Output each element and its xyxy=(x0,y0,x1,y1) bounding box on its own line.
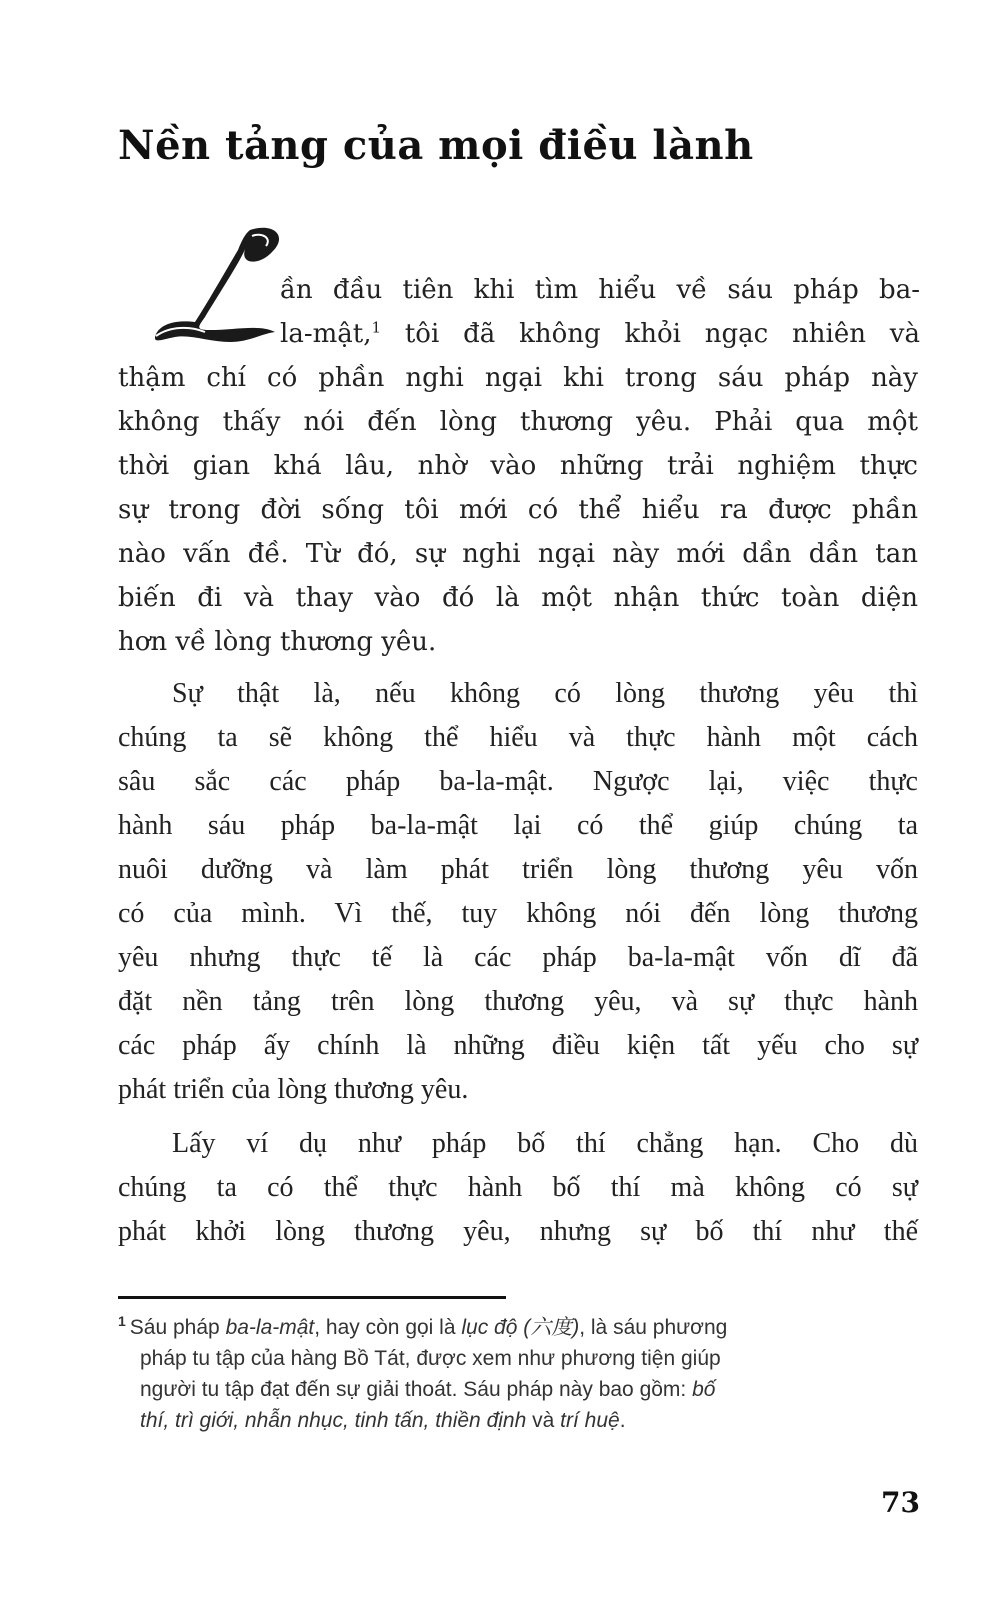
dropcap-letter-l xyxy=(150,222,290,352)
paragraph-3-line: chúng ta có thể thực hành bố thí mà không có sự xyxy=(118,1172,918,1203)
paragraph-1-line: ần đầu tiên khi tìm hiểu về sáu pháp ba- xyxy=(280,275,920,305)
chapter-title: Nền tảng của mọi điều lành xyxy=(118,122,754,169)
paragraph-2-line: Sự thật là, nếu không có lòng thương yêu thì xyxy=(172,678,918,709)
paragraph-2-line: có của mình. Vì thế, tuy không nói đến lòng thương xyxy=(118,898,918,929)
paragraph-2 xyxy=(118,672,918,1112)
footnote-divider xyxy=(118,1296,506,1299)
paragraph-2-line: chúng ta sẽ không thể hiểu và thực hành một cách xyxy=(118,722,918,753)
paragraph-1-line: biến đi và thay vào đó là một nhận thức toàn diện xyxy=(118,583,918,613)
paragraph-1-opening xyxy=(280,268,920,356)
paragraph-3-line: Lấy ví dụ như pháp bố thí chẳng hạn. Cho dù xyxy=(172,1128,918,1159)
paragraph-1-line: sự trong đời sống tôi mới có thể hiểu ra được phần xyxy=(118,495,918,525)
paragraph-3-line: phát khởi lòng thương yêu, nhưng sự bố thí như thế xyxy=(118,1216,918,1247)
paragraph-1-body xyxy=(118,356,918,664)
paragraph-1-line: thậm chí có phần nghi ngại khi trong sáu pháp này xyxy=(118,363,918,393)
page-number: 73 xyxy=(881,1486,920,1519)
paragraph-3 xyxy=(118,1122,918,1254)
paragraph-1-line: không thấy nói đến lòng thương yêu. Phải qua một xyxy=(118,407,918,437)
paragraph-2-line: sâu sắc các pháp ba-la-mật. Ngược lại, việc thực xyxy=(118,766,918,797)
footnote-reference[interactable]: 1 xyxy=(371,318,382,337)
footnote-marker: 1 xyxy=(118,1313,126,1329)
paragraph-1-line: la-mật,$^1$ tôi đã không khỏi ngạc nhiên và xyxy=(280,318,920,349)
paragraph-2-line: các pháp ấy chính là những điều kiện tất yếu cho sự xyxy=(118,1030,918,1061)
paragraph-1-line: nào vấn đề. Từ đó, sự nghi ngại này mới dần dần tan xyxy=(118,539,918,569)
paragraph-1-line: thời gian khá lâu, nhờ vào những trải nghiệm thực xyxy=(118,451,918,481)
footnote-line: pháp tu tập của hàng Bồ Tát, được xem như phương tiện giúp xyxy=(140,1347,721,1370)
footnote-line: người tu tập đạt đến sự giải thoát. Sáu pháp này bao gồm: bố xyxy=(140,1378,716,1401)
footnote-line: thí, trì giới, nhẫn nhục, tinh tấn, thiền định và trí huệ. xyxy=(140,1409,626,1432)
paragraph-2-line: hành sáu pháp ba-la-mật lại có thể giúp chúng ta xyxy=(118,810,918,841)
paragraph-2-line: nuôi dưỡng và làm phát triển lòng thương yêu vốn xyxy=(118,854,918,885)
paragraph-2-line: phát triển của lòng thương yêu. xyxy=(118,1074,469,1105)
paragraph-2-line: yêu nhưng thực tế là các pháp ba-la-mật vốn dĩ đã xyxy=(118,942,918,973)
footnote: $^1$ Sáu pháp ba-la-mật, hay còn gọi là lục độ (六度), là sáu phương pháp tu tập của hàng Bồ Tát, được xem như phương tiện giúp người tu tập đạt đến sự giải thoát. Sáu pháp này bao gồm: bố thí, trì giới, nhẫn nhục, tinh tấn, thiền định và trí huệ. xyxy=(118,1306,918,1436)
paragraph-1-line: hơn về lòng thương yêu. xyxy=(118,627,437,657)
paragraph-2-line: đặt nền tảng trên lòng thương yêu, và sự thực hành xyxy=(118,986,918,1017)
